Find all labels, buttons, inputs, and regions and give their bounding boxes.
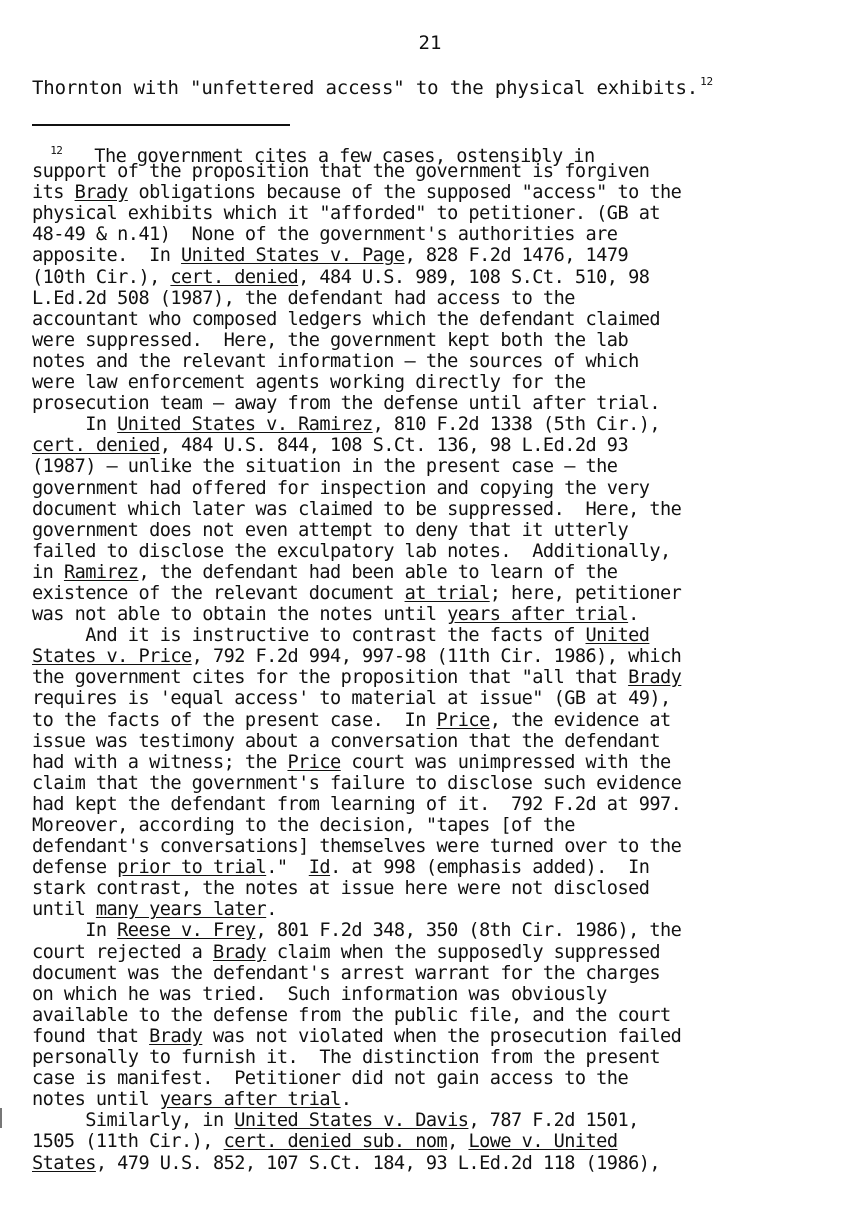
- footnote-text: (10th Cir.),: [32, 266, 171, 288]
- case-citation: at trial: [404, 582, 490, 604]
- footnote-text: , the defendant had been able to learn of the: [138, 561, 618, 583]
- case-citation: United States v. Davis: [234, 1110, 469, 1132]
- footnote-text: , 484 U.S. 844, 108 S.Ct. 136, 98 L.Ed.2d 93: [159, 435, 629, 457]
- footnote-text: were law enforcement agents working directly for the: [32, 372, 586, 394]
- scan-edge-mark: [0, 1108, 2, 1128]
- footnote-text: , 828 F.2d 1476, 1479: [404, 245, 629, 267]
- footnote-marker: 12: [32, 144, 63, 157]
- footnote-text: .: [266, 899, 277, 921]
- footnote-text: physical exhibits which it "afforded" to petitioner. (GB at: [32, 203, 661, 225]
- footnote-text: ; here, petitioner: [489, 582, 682, 604]
- footnote-text: requires is 'equal access' to material at issue" (GB at 49),: [32, 688, 671, 710]
- footnote-line: [32, 625, 837, 646]
- footnote-line: [32, 815, 837, 836]
- case-citation: cert. denied sub. nom: [223, 1131, 448, 1153]
- case-citation: Id: [308, 857, 331, 879]
- footnote-line: [32, 499, 837, 520]
- footnote-text: Similarly, in: [32, 1110, 235, 1132]
- footnote-text: L.Ed.2d 508 (1987), the defendant had access to the: [32, 287, 575, 309]
- footnote-line: [32, 794, 837, 815]
- footnote-text: 48-49 & n.41) None of the government's authorities are: [32, 224, 618, 246]
- footnote-text: The government cites a few cases, ostensibly in: [62, 146, 595, 167]
- footnote-text: on which he was tried. Such information was obviously: [32, 983, 607, 1005]
- footnote-text: court rejected a: [32, 941, 213, 963]
- case-citation: Reese v. Frey: [117, 920, 256, 942]
- footnote-line: [32, 520, 837, 541]
- footnote-text: government had offered for inspection and copying the very: [32, 477, 650, 499]
- footnote-text: issue was testimony about a conversation that the defendant: [32, 730, 661, 752]
- footnote-line: [32, 963, 837, 984]
- footnote-text: had with a witness; the: [32, 751, 288, 773]
- footnote-line: [32, 1153, 837, 1174]
- footnote-text: existence of the relevant document: [32, 582, 405, 604]
- footnote-text: And it is instructive to contrast the facts of: [32, 625, 586, 647]
- footnote-line: [32, 710, 837, 731]
- footnote-line: [32, 224, 837, 245]
- footnote-line: [32, 1089, 837, 1110]
- footnote-line: [32, 267, 837, 288]
- case-citation: Price: [287, 751, 341, 773]
- footnote-line: [32, 942, 837, 963]
- footnote-text: In: [32, 414, 118, 436]
- footnote-text: defendant's conversations] themselves were turned over to the: [32, 836, 682, 858]
- footnote-line: [32, 203, 837, 224]
- case-citation: years after trial: [447, 604, 629, 626]
- footnote-line: [32, 1005, 837, 1026]
- case-citation: Ramirez: [63, 561, 139, 583]
- footnote-text: to the facts of the present case. In: [32, 709, 437, 731]
- footnote-line: [32, 667, 837, 688]
- footnote-line: [32, 984, 837, 1005]
- footnote-line: [32, 1026, 837, 1047]
- footnote-line: [32, 182, 837, 203]
- footnote-line: [32, 752, 837, 773]
- footnote-text: prosecution team — away from the defense until after trial.: [32, 393, 661, 415]
- footnote-line: [32, 920, 837, 941]
- case-citation: cert. denied: [170, 266, 299, 288]
- footnote-text: , 787 F.2d 1501,: [468, 1110, 639, 1132]
- case-citation: United States v. Ramirez: [117, 414, 373, 436]
- footnote-text: stark contrast, the notes at issue here were not disclosed: [32, 878, 650, 900]
- footnote-text: government does not even attempt to deny that it utterly: [32, 519, 629, 541]
- footnote-text: available to the defense from the public file, and the court: [32, 1004, 671, 1026]
- footnote-line: [32, 857, 837, 878]
- footnote-line: [32, 646, 837, 667]
- footnote-line: [32, 1068, 837, 1089]
- footnote-text: , 484 U.S. 989, 108 S.Ct. 510, 98: [298, 266, 650, 288]
- footnote-reference: 12: [700, 75, 714, 88]
- footnote-line: [32, 836, 837, 857]
- footnote-line: [32, 140, 837, 167]
- footnote-text: found that: [32, 1025, 150, 1047]
- body-text-line: [32, 75, 713, 99]
- case-citation: Brady: [149, 1025, 203, 1047]
- footnote-text: case is manifest. Petitioner did not gain access to the: [32, 1068, 629, 1090]
- footnote-line: [32, 435, 837, 456]
- case-citation: years after trial: [159, 1089, 341, 1111]
- footnote-line: [32, 245, 837, 266]
- footnote-text: failed to disclose the exculpatory lab notes. Additionally,: [32, 540, 671, 562]
- footnote-text: its: [32, 182, 75, 204]
- footnote-text: obligations because of the supposed "access" to the: [127, 182, 682, 204]
- footnote-text: 1505 (11th Cir.),: [32, 1131, 224, 1153]
- case-citation: States v. Price: [32, 646, 192, 668]
- page-number: 21: [418, 32, 442, 54]
- case-citation: Brady: [74, 182, 128, 204]
- case-citation: cert. denied: [32, 435, 160, 457]
- footnote-text: .": [266, 857, 309, 879]
- footnote-line: [32, 604, 837, 625]
- footnote-line: [32, 414, 837, 435]
- footnote-text: , 810 F.2d 1338 (5th Cir.),: [372, 414, 661, 436]
- footnote-line: [32, 773, 837, 794]
- footnote-line: [32, 899, 837, 920]
- footnote-text: claim that the government's failure to disclose such evidence: [32, 772, 682, 794]
- footnote-line: [32, 731, 837, 752]
- footnote-text: ,: [447, 1131, 469, 1153]
- case-citation: Brady: [628, 667, 682, 689]
- footnote-text: defense: [32, 857, 118, 879]
- footnote-text: .: [628, 604, 639, 626]
- footnote-line: [32, 351, 837, 372]
- footnote-line: [32, 309, 837, 330]
- footnote-line: [32, 161, 837, 182]
- footnote-text: document which later was claimed to be suppressed. Here, the: [32, 498, 682, 520]
- footnote-text: apposite. In: [32, 245, 182, 267]
- footnote-text: the government cites for the proposition that "all that: [32, 667, 629, 689]
- footnote-separator: [32, 124, 290, 126]
- footnote-text: (1987) — unlike the situation in the present case — the: [32, 456, 618, 478]
- footnote-text: were suppressed. Here, the government kept both the lab: [32, 329, 629, 351]
- footnote-text: notes until: [32, 1089, 160, 1111]
- footnote-text: had kept the defendant from learning of it. 792 F.2d at 997.: [32, 793, 682, 815]
- footnote-text: , 479 U.S. 852, 107 S.Ct. 184, 93 L.Ed.2d 118 (1986),: [95, 1152, 661, 1174]
- case-citation: United: [585, 625, 650, 647]
- footnote-text: until: [32, 899, 96, 921]
- footnote-text: accountant who composed ledgers which the defendant claimed: [32, 308, 661, 330]
- case-citation: States: [32, 1152, 96, 1174]
- footnote-text: , 801 F.2d 348, 350 (8th Cir. 1986), the: [255, 920, 682, 942]
- footnote-text: , the evidence at: [489, 709, 671, 731]
- footnote-text: was not violated when the prosecution failed: [202, 1025, 682, 1047]
- body-text: Thornton with "unfettered access" to the physical exhibits.: [32, 77, 699, 99]
- footnote-text: Moreover, according to the decision, "tapes [of the: [32, 815, 575, 836]
- footnote-line: [32, 393, 837, 414]
- footnote-text: in: [32, 561, 64, 583]
- case-citation: Brady: [212, 941, 267, 963]
- footnote-line: [32, 1047, 837, 1068]
- case-citation: prior to trial: [117, 857, 267, 879]
- footnote-text: .: [340, 1089, 352, 1111]
- footnote-text: . at 998 (emphasis added). In: [330, 857, 650, 879]
- footnote-text: , 792 F.2d 994, 997-98 (11th Cir. 1986), which: [191, 646, 682, 668]
- footnote-line: [32, 456, 837, 477]
- footnote-text: claim when the supposedly suppressed: [266, 941, 661, 963]
- footnote-line: [32, 1131, 837, 1152]
- footnote-line: [32, 583, 837, 604]
- footnote-text: was not able to obtain the notes until: [32, 604, 448, 626]
- footnote-line: [32, 562, 837, 583]
- footnote-line: [32, 1110, 837, 1131]
- case-citation: many years later: [95, 899, 267, 921]
- footnote-line: [32, 878, 837, 899]
- case-citation: Price: [436, 709, 490, 731]
- footnote-line: [32, 478, 837, 499]
- footnote-block: [32, 140, 837, 1174]
- footnote-text: court was unimpressed with the: [340, 751, 671, 773]
- footnote-text: support of the proposition that the government is forgiven: [32, 161, 650, 183]
- footnote-text: document was the defendant's arrest warrant for the charges: [32, 962, 661, 984]
- footnote-line: [32, 330, 837, 351]
- footnote-line: [32, 372, 837, 393]
- footnote-text: notes and the relevant information — the sources of which: [32, 350, 639, 372]
- case-citation: United States v. Page: [181, 245, 405, 267]
- footnote-text: personally to furnish it. The distinction from the present: [32, 1047, 661, 1069]
- footnote-line: [32, 688, 837, 709]
- case-citation: Lowe v. United: [468, 1131, 618, 1153]
- footnote-line: [32, 541, 837, 562]
- footnote-text: In: [32, 920, 118, 942]
- footnote-line: [32, 288, 837, 309]
